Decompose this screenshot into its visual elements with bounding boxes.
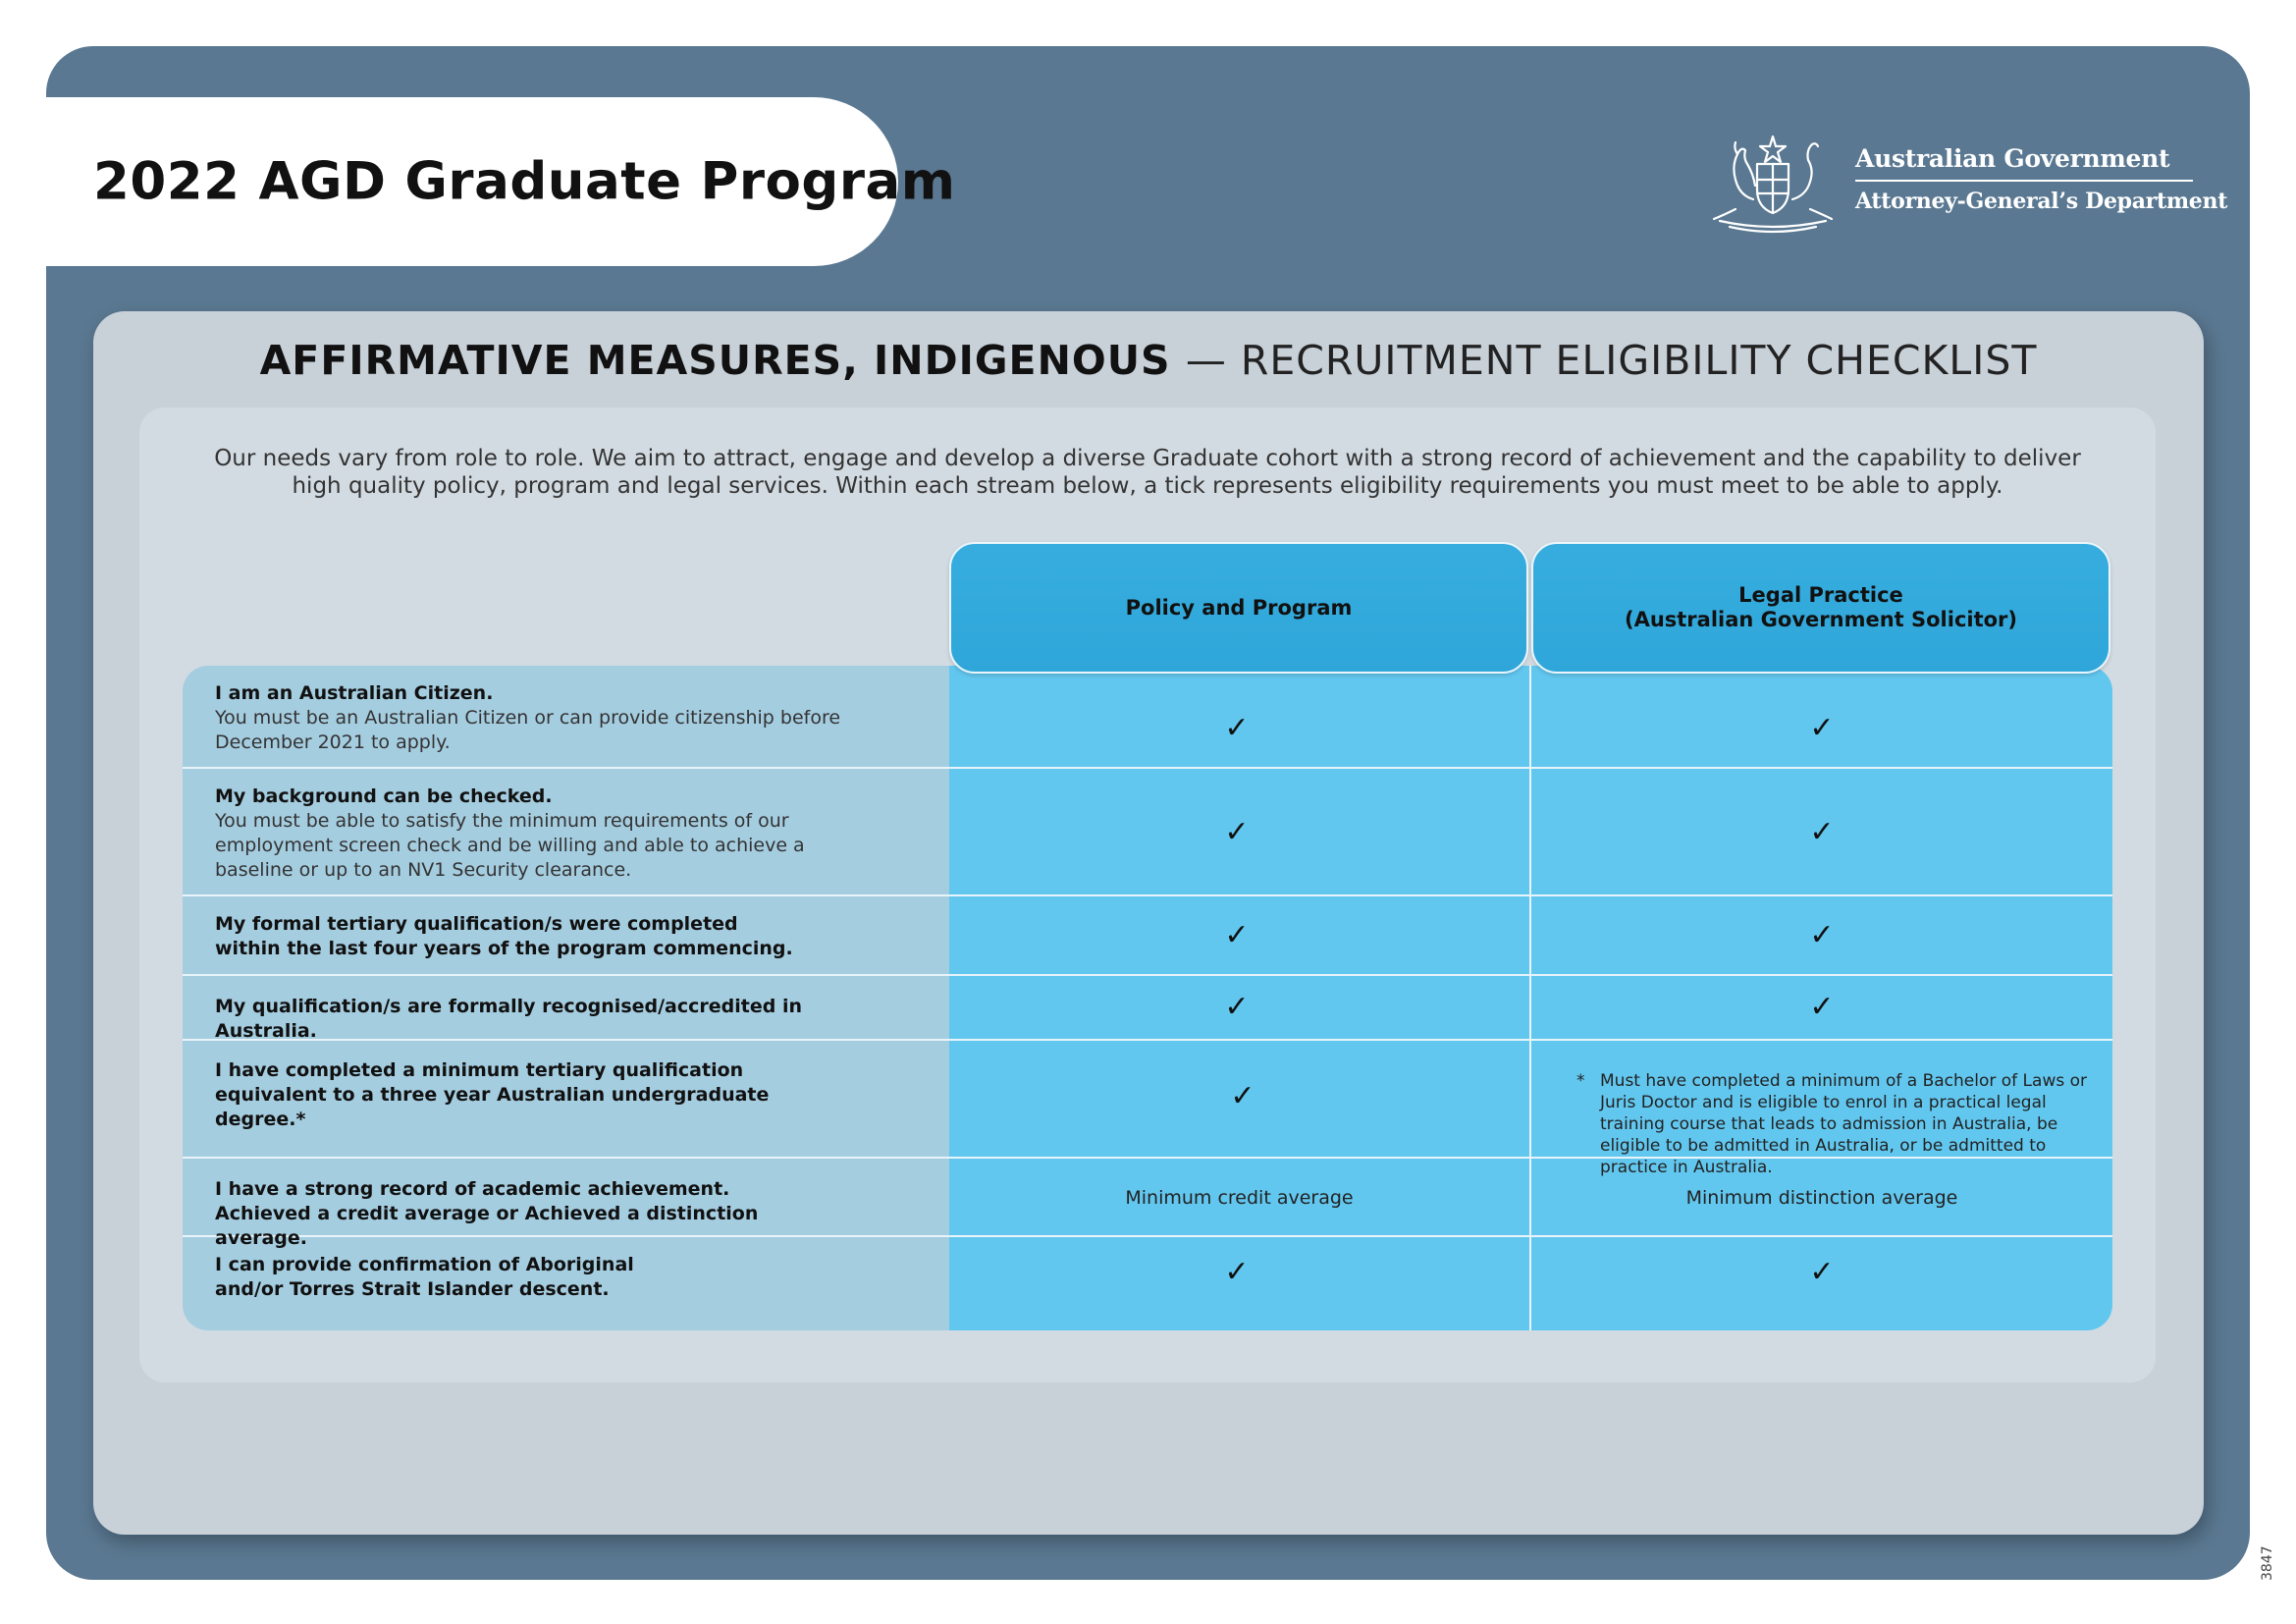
table-row (215, 1253, 706, 1302)
table-row (215, 995, 843, 1044)
table-row (215, 1177, 804, 1251)
requirement-title: My qualification/s are formally recognised/accredited in Australia. (215, 996, 802, 1042)
table-row (215, 1058, 833, 1132)
tick-icon: ✓ (1809, 711, 1835, 745)
column-divider (1529, 666, 1531, 1330)
requirement-title: I have a strong record of academic achievement. Achieved a credit average or Achieved a distinction average. (215, 1178, 759, 1249)
row-divider (183, 894, 2112, 896)
heading-bold: AFFIRMATIVE MEASURES, INDIGENOUS (259, 337, 1171, 384)
government-logo (1700, 131, 2250, 278)
title-tab (46, 97, 956, 266)
requirement-title: My background can be checked. (215, 785, 553, 807)
tick-icon: ✓ (1809, 990, 1835, 1024)
note-text: Must have completed a minimum of a Bachelor of Laws or Juris Doctor and is eligible to enrol in a practical legal training course that leads to admission in Australia, be eligible to be admitted in Australia, or be admitted to practice in Australia. (1600, 1071, 2088, 1177)
coat-of-arms-icon (1700, 131, 1845, 237)
page-frame (46, 46, 2250, 1580)
table-row (215, 681, 843, 755)
legal-qualification-note (1576, 1070, 2101, 1178)
table-row (215, 912, 804, 961)
requirement-title: I can provide confirmation of Aboriginal and/or Torres Strait Islander descent. (215, 1254, 634, 1300)
stream-header-legal-practice (1531, 542, 2110, 674)
tick-icon: ✓ (1224, 711, 1250, 745)
checklist-panel (93, 311, 2204, 1535)
requirement-title: I am an Australian Citizen. (215, 682, 494, 704)
row-divider (183, 974, 2112, 976)
row-divider (183, 767, 2112, 769)
heading-rest: — RECRUITMENT ELIGIBILITY CHECKLIST (1185, 337, 2038, 384)
intro-text: Our needs vary from role to role. We aim to attract, engage and develop a diverse Graduate cohort with a strong record of achievement and the capability to deliver high quality policy, program and legal services. Within each stream below, a tick represents eligibility requirements you must meet to be able to apply. (214, 446, 2081, 499)
table-row (215, 785, 843, 883)
department-name: Attorney-General’s Department (1855, 189, 2228, 214)
stream-header-policy-program (949, 542, 1528, 674)
page-id: 3847 (2260, 1545, 2275, 1581)
logo-divider (1855, 180, 2193, 182)
checklist-heading (93, 337, 2204, 384)
requirement-description: You must be an Australian Citizen or can provide citizenship before December 2021 to apply. (215, 707, 841, 753)
tick-icon: ✓ (1809, 815, 1835, 849)
requirement-description: You must be able to satisfy the minimum requirements of our employment screen check and be willing and able to achieve a baseline or up to an NV1 Security clearance. (215, 810, 805, 881)
stream-title: Policy and Program (1125, 595, 1353, 620)
checklist-body (139, 407, 2156, 1382)
legal-academic-requirement: Minimum distinction average (1685, 1187, 1958, 1209)
requirement-title: I have completed a minimum tertiary qualification equivalent to a three year Australian undergraduate degree.* (215, 1059, 770, 1130)
tick-icon: ✓ (1224, 1255, 1250, 1289)
requirement-title: My formal tertiary qualification/s were completed within the last four years of the program commencing. (215, 913, 793, 959)
policy-academic-requirement: Minimum credit average (1125, 1187, 1354, 1209)
tick-icon: ✓ (1224, 815, 1250, 849)
government-name: Australian Government (1855, 144, 2170, 173)
stream-title: Legal Practice (1738, 583, 1903, 607)
tick-icon: ✓ (1230, 1079, 1255, 1113)
eligibility-table (183, 666, 2112, 1330)
tick-icon: ✓ (1224, 990, 1250, 1024)
note-asterisk: * (1576, 1071, 1585, 1091)
tick-icon: ✓ (1809, 1255, 1835, 1289)
tick-icon: ✓ (1224, 918, 1250, 952)
tick-icon: ✓ (1809, 918, 1835, 952)
program-title: 2022 AGD Graduate Program (93, 151, 956, 212)
stream-subtitle: (Australian Government Solicitor) (1624, 608, 2018, 631)
